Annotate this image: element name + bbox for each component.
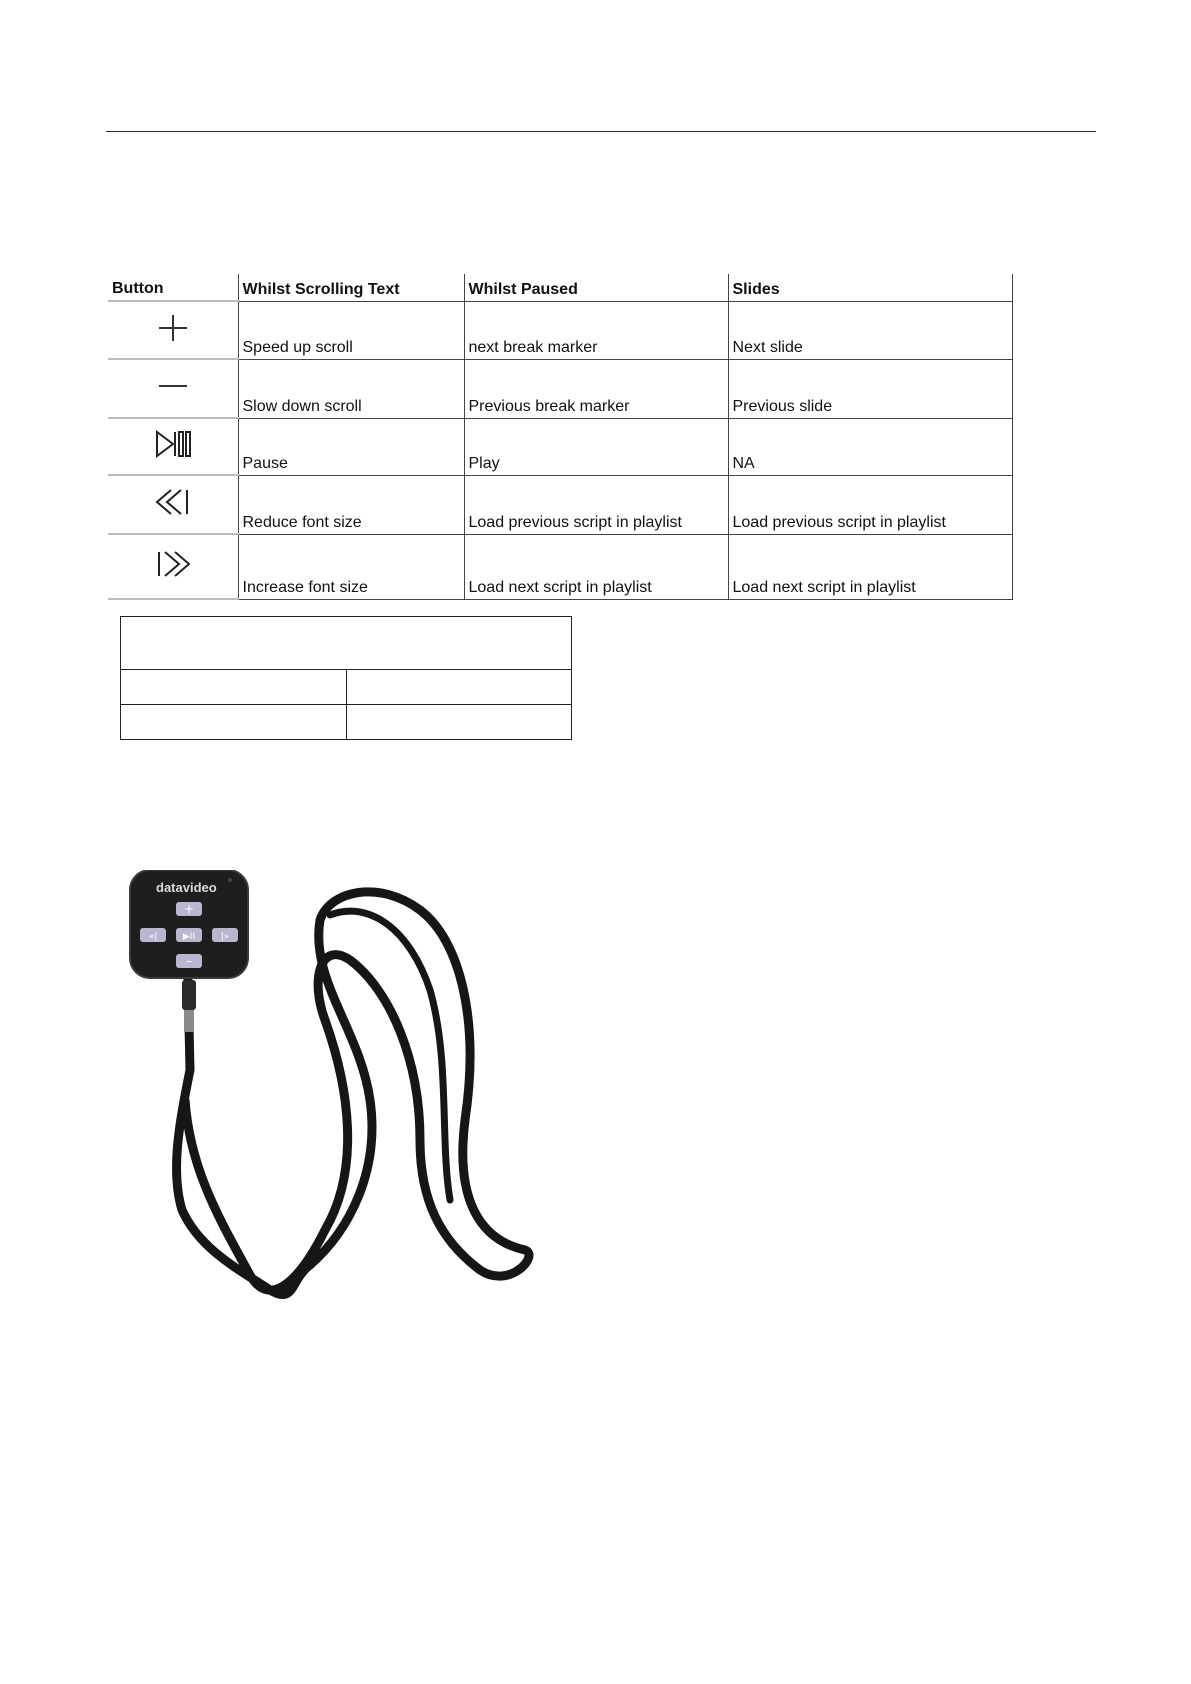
paused-cell: Load previous script in playlist (464, 475, 728, 534)
button-function-table (108, 274, 1013, 600)
scrolling-cell: Increase font size (238, 534, 464, 599)
button-cell (108, 534, 238, 599)
header-whilst-scrolling: Whilst Scrolling Text (238, 274, 464, 301)
header-rule (106, 131, 1096, 132)
slides-cell: Next slide (728, 301, 1012, 359)
minus-icon (151, 368, 195, 404)
empty-table-cell (346, 705, 572, 740)
rewind-icon (151, 484, 195, 520)
header-slides: Slides (728, 274, 1012, 301)
play-pause-icon (151, 426, 195, 462)
scrolling-cell: Reduce font size (238, 475, 464, 534)
table-row (108, 301, 1012, 359)
slides-cell: NA (728, 418, 1012, 475)
slides-cell: Load previous script in playlist (728, 475, 1012, 534)
plus-icon (151, 310, 195, 346)
remote-control-lanyard-image (120, 870, 550, 1370)
lanyard-clip (182, 980, 196, 1010)
empty-table (120, 616, 572, 740)
svg-text:–: – (186, 954, 192, 968)
empty-table-header-row (121, 617, 572, 670)
empty-table-cell (121, 705, 347, 740)
button-cell (108, 475, 238, 534)
empty-table-row (121, 705, 572, 740)
scrolling-cell: Pause (238, 418, 464, 475)
button-cell (108, 418, 238, 475)
slides-cell: Load next script in playlist (728, 534, 1012, 599)
empty-table-cell (346, 670, 572, 705)
empty-table-cell (121, 670, 347, 705)
table-row (108, 534, 1012, 599)
table-header-row (108, 274, 1012, 301)
brand-logo: datavideo (156, 880, 217, 895)
svg-text:«|: «| (148, 932, 158, 942)
svg-text:|»: |» (220, 932, 230, 942)
svg-text:+: + (183, 902, 195, 916)
fast-forward-icon (151, 546, 195, 582)
empty-table-row (121, 670, 572, 705)
remote-control (130, 870, 248, 978)
header-button: Button (108, 274, 238, 301)
paused-cell: Play (464, 418, 728, 475)
table-row (108, 418, 1012, 475)
svg-text:▶II: ▶II (182, 932, 196, 942)
paused-cell: Load next script in playlist (464, 534, 728, 599)
scrolling-cell: Slow down scroll (238, 359, 464, 418)
scrolling-cell: Speed up scroll (238, 301, 464, 359)
button-cell (108, 301, 238, 359)
button-cell (108, 359, 238, 418)
lanyard-buckle (184, 1010, 194, 1032)
table-row (108, 475, 1012, 534)
paused-cell: next break marker (464, 301, 728, 359)
slides-cell: Previous slide (728, 359, 1012, 418)
table-row (108, 359, 1012, 418)
header-whilst-paused: Whilst Paused (464, 274, 728, 301)
paused-cell: Previous break marker (464, 359, 728, 418)
empty-table-header-cell (121, 617, 572, 670)
